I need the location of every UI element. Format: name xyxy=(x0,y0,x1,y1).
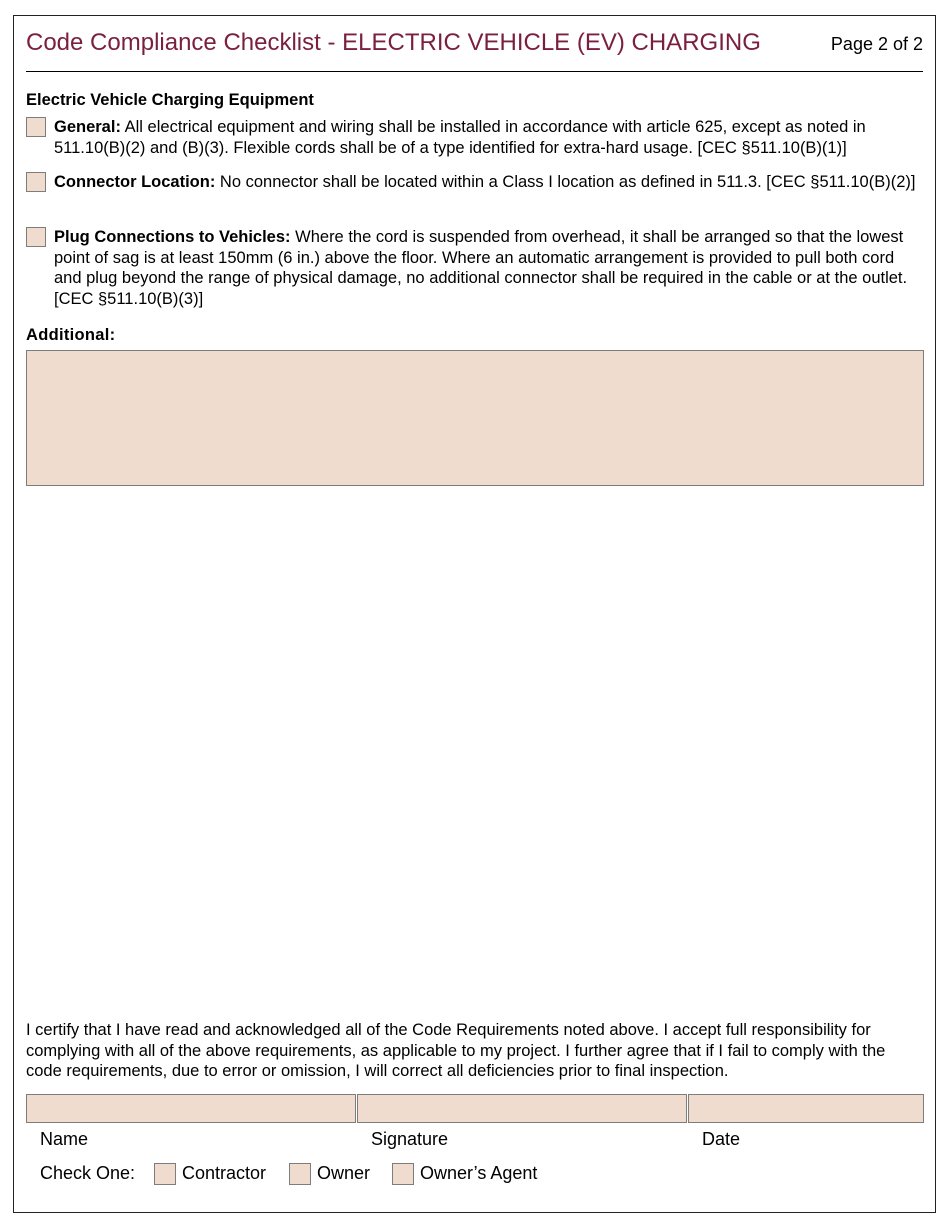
checklist-item-text xyxy=(54,172,923,193)
name-field[interactable] xyxy=(26,1094,356,1123)
name-label: Name xyxy=(40,1129,89,1149)
certification-text: I certify that I have read and acknowledged all of the Code Requirements noted above. I accept full responsibility for complying with all of the above requirements, as applicable to my project. I further agree that if I fail to comply with the code requirements, due to error or omission, I will correct all deficiencies prior to final inspection. xyxy=(26,1021,886,1080)
owner-label: Owner xyxy=(317,1163,371,1183)
signature-field[interactable] xyxy=(357,1094,687,1123)
check-one-label: Check One: xyxy=(40,1163,136,1183)
owners-agent-checkbox[interactable] xyxy=(392,1163,414,1185)
additional-label: Additional: xyxy=(26,326,116,344)
checklist-item-text xyxy=(54,227,923,309)
owners-agent-label: Owner’s Agent xyxy=(420,1163,538,1183)
checklist-item-label: Plug Connections to Vehicles: xyxy=(54,228,291,246)
date-label: Date xyxy=(702,1129,741,1149)
contractor-label: Contractor xyxy=(182,1163,267,1183)
checklist-item-label: General: xyxy=(54,118,121,136)
checklist-item-general xyxy=(26,117,923,158)
title-divider xyxy=(26,71,923,72)
page-title: Code Compliance Checklist - ELECTRIC VEHICLE (EV) CHARGING xyxy=(26,29,761,56)
general-checkbox[interactable] xyxy=(26,117,46,137)
page-number: Page 2 of 2 xyxy=(830,34,923,54)
checklist-item-body: Where the cord is suspended from overhead, it shall be arranged so that the lowest point of sag is at least 150mm (6 in.) above the floor. Where an automatic arrangement is provided to pull both cord and plug beyond the range of physical damage, no additional connector shall be required in the cable or at the outlet. [CEC §511.10(B)(3)] xyxy=(54,228,908,308)
additional-notes-field[interactable] xyxy=(26,350,924,486)
checklist-item-body: No connector shall be located within a Class I location as defined in 511.3. [CEC §511.10(B)(2)] xyxy=(219,173,916,191)
checklist-item-plug-connections xyxy=(26,227,923,309)
owner-checkbox[interactable] xyxy=(289,1163,311,1185)
plug-connections-checkbox[interactable] xyxy=(26,227,46,247)
section-heading: Electric Vehicle Charging Equipment xyxy=(26,91,314,109)
checklist-item-connector-location xyxy=(26,172,923,193)
signature-label: Signature xyxy=(371,1129,449,1149)
checklist-item-label: Connector Location: xyxy=(54,173,216,191)
checklist-item-text xyxy=(54,117,923,158)
connector-location-checkbox[interactable] xyxy=(26,172,46,192)
checklist-item-body: All electrical equipment and wiring shall be installed in accordance with article 625, except as noted in 511.10(B)(2) and (B)(3). Flexible cords shall be of a type identified for extra-hard usage. [CEC §511.10(B)(1)] xyxy=(54,118,866,157)
contractor-checkbox[interactable] xyxy=(154,1163,176,1185)
date-field[interactable] xyxy=(688,1094,924,1123)
